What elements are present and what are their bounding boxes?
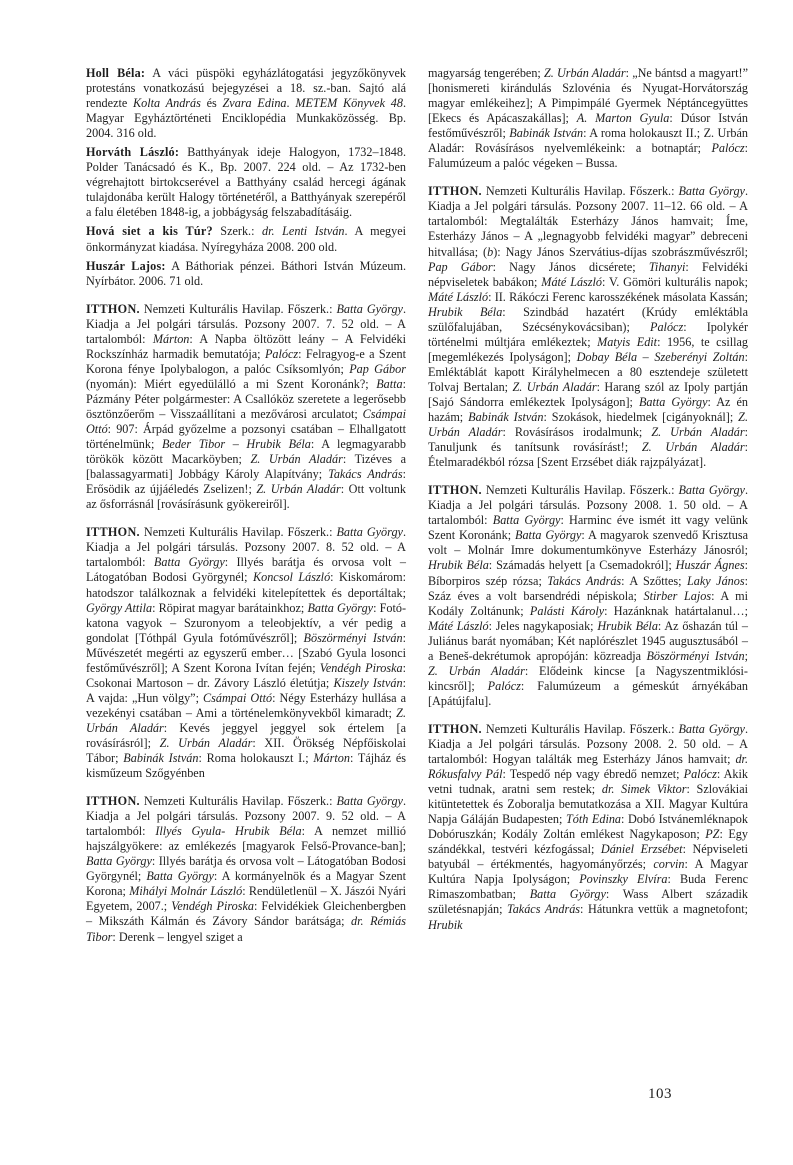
- author-name: Babinák István: [123, 751, 199, 766]
- author-name: Batta György: [515, 528, 582, 543]
- entry-text: Nemzeti Kulturális Havilap. Főszerk.:: [481, 184, 679, 199]
- author-name: Mihályi Molnár László: [129, 884, 243, 899]
- entry-text: ;: [744, 648, 749, 663]
- author-name: Z. Urbán Aladár: [651, 425, 745, 440]
- entry-text: . Kiadja a Jel polgári társulás. Pozsony 2007. 11–12. 66 old. – A tartalomból: Megtalálták Esterházy János hamvait; Íme, Esterházy János – A „legnagyobb felvidéki magyar” debreceni hitvallása; (: [428, 184, 748, 259]
- entry-author: Hová siet a kis Túr?: [86, 224, 213, 239]
- author-name: Koncsol László: [252, 570, 331, 585]
- entry-text: A váci püspöki egyházlátogatási jegyzőkönyvek protestáns vonatkozású bejegyzései a 18. sz.-ban. Sajtó alá rendezte: [86, 66, 406, 111]
- author-name: Batta György: [86, 854, 152, 869]
- entry-text: . Kiadja a Jel polgári társulás. Pozsony 2007. 7. 52 old. – A tartalomból:: [86, 301, 406, 346]
- author-name: Batta György: [153, 555, 225, 570]
- entry-text: : Fotó-katona vagyok – Szuronyom a teleobjektív, a vér pedig a gondolat [Tóthpál Gyula fotóművészről];: [86, 600, 407, 645]
- author-name: Takács András: [547, 573, 622, 588]
- author-name: Batta György: [307, 600, 374, 615]
- bibliography-entry: [428, 184, 748, 470]
- author-name: Babinák István: [509, 126, 584, 141]
- periodical-title: ITTHON.: [86, 525, 140, 540]
- periodical-title: ITTHON.: [86, 301, 140, 316]
- bibliography-entry: [86, 302, 406, 513]
- entry-text: : A vajda: „Hun völgy”;: [86, 675, 406, 705]
- author-name: Hrubik Béla: [428, 558, 489, 573]
- entry-text: : Erősödik az újjáéledés Zselizen!;: [86, 467, 406, 497]
- author-name: Batta György: [638, 394, 708, 409]
- author-name: Máté László: [541, 274, 603, 289]
- author-name: Vendégh Piroska: [319, 660, 403, 675]
- entry-text: . Kiadja a Jel polgári társulás. Pozsony 2007. 8. 52 old. – A tartalomból:: [86, 525, 406, 570]
- entry-text: : Tizéves a [balassagyarmati] Jobbágy Károly Alapítvány;: [86, 452, 406, 482]
- author-name: Palócz: [711, 141, 745, 156]
- entry-text: : Derenk – lengyel sziget a: [112, 929, 243, 944]
- entry-text: : Dúsor István festőművészről;: [428, 111, 748, 141]
- entry-text: magyarság tengerében;: [428, 66, 544, 80]
- author-name: Tóth Edina: [565, 812, 622, 827]
- left-column: [86, 66, 406, 949]
- entry-text: : A mi Kodály Zoltánunk;: [428, 588, 748, 618]
- entry-text: : Pázmány Péter polgármester: A Csallóköz szeretete a legerősebb ösztönzőerőm – Visszaállítani a mezővárosi arculatot;: [86, 376, 406, 421]
- entry-text: : Az én hazám;: [428, 394, 748, 425]
- author-name: Huszár Ágnes: [675, 558, 745, 573]
- author-name: Z. Urbán Aladár: [428, 410, 748, 440]
- author-name: Pap Gábor: [428, 259, 493, 274]
- entry-text: : Illyés barátja és orvosa volt – Látogatóban Bodosi Györgynél;: [86, 555, 406, 585]
- entry-text: : Rendületlenül – X. Jászói Nyári Egyetem, 2007.;: [86, 884, 407, 914]
- entry-text: : Felvidéki népviseletek babákon;: [428, 259, 748, 289]
- author-name: Matyis Edit: [597, 334, 658, 349]
- author-name: Kolta András: [133, 96, 201, 111]
- author-name: PZ: [705, 827, 720, 842]
- entry-text: Nemzeti Kulturális Havilap. Főszerk.:: [139, 301, 337, 316]
- right-column: [428, 66, 748, 937]
- entry-text: . A megyei önkormányzat kiadása. Nyíregyháza 2008. 200 old.: [86, 224, 407, 254]
- author-name: Batta György: [336, 794, 403, 809]
- entry-text: : Felragyog-e a Szent Korona fénye Ipolybalogon, a palóc Csíksomlyón;: [86, 346, 406, 376]
- periodical-title: ITTHON.: [428, 184, 482, 199]
- author-name: Márton: [313, 751, 350, 766]
- author-name: Palásti Károly: [529, 603, 605, 618]
- entry-text: : Szokások, hiedelmek [cigányoknál];: [543, 410, 739, 425]
- entry-text: Batthyányak ideje Halogyon, 1732–1848. Polder Tanácsadó és K., Bp. 2007. 224 old. – Az 1732-ben végrehajtott birtokcserével a Batthyány család hercegi ágának tulajdonába került Halogy történetéről, a Batthyányak szerepéről a falu életében 1848-ig, a jobbágyság felszabadításáig.: [86, 145, 406, 220]
- entry-text: A Báthoriak pénzei. Báthori István Múzeum. Nyírbátor. 2006. 71 old.: [86, 258, 406, 288]
- entry-text: : Művészetét megérti az egyszerű ember… [Szabó Gyula losonci festőművészről]; A Szent Korona Ivítan fején;: [86, 630, 407, 675]
- author-name: Vendégh Piroska: [171, 899, 255, 914]
- entry-text: : Száz éves a volt barsendrédi népiskola;: [428, 573, 748, 603]
- entry-text: : Roma holokauszt I.;: [198, 751, 314, 766]
- author-name: Palócz: [487, 678, 521, 693]
- entry-text: : Falumúzeum a gémeskút árnyékában [Apátújfalu].: [428, 678, 748, 708]
- author-name: corvin: [653, 857, 685, 872]
- author-name: Hrubik Béla: [428, 304, 503, 319]
- author-name: Laky János: [687, 573, 745, 588]
- entry-text: : Emléktáblát kapott Királyhelmecen a 80 esztendeje született Tolvaj Bertalan;: [428, 349, 748, 394]
- entry-text: : Egy szándékkal, testvéri kézfogással;: [428, 827, 748, 857]
- entry-text: : Ott voltunk az ősforrásnál [rovásírásunk gyökereiről].: [86, 482, 406, 512]
- entry-text: : Felvidékiek Gleichenbergben – Mikszáth Kálmán és Závory Sándor barátsága;: [86, 899, 407, 929]
- entry-text: Nemzeti Kulturális Havilap. Főszerk.:: [481, 483, 679, 498]
- author-name: Takács András: [328, 467, 403, 482]
- entry-text: : Tespedő nép vagy ébredő nemzet;: [502, 767, 684, 782]
- entry-author: Horváth László:: [86, 145, 180, 160]
- entry-text: : A roma holokauszt II.; Z. Urbán Aladár: Rovásírásos nyelvemlékeink: a botnaptár;: [428, 126, 748, 156]
- author-name: Böszörményi István: [303, 630, 403, 645]
- entry-text: : II. Rákóczi Ferenc karosszékének másolata Kassán;: [488, 289, 748, 304]
- entry-text: : Kevés jeggyel jeggyel sok értelem [a rovásírásról];: [86, 720, 406, 750]
- author-name: Batta György: [146, 869, 214, 884]
- author-name: Palócz: [650, 319, 684, 334]
- author-name: Máté László: [428, 618, 489, 633]
- author-name: Csámpai Ottó: [203, 690, 273, 705]
- entry-text: : Bíborpiros szép rózsa;: [428, 558, 748, 588]
- author-name: dr. Rémiás Tibor: [86, 914, 406, 944]
- author-name: Dobay Béla – Szeberényi Zoltán: [576, 349, 745, 364]
- author-name: Z. Urbán Aladár: [428, 663, 525, 678]
- page-number: 103: [648, 1086, 672, 1102]
- entry-text: : Az őshazán túl – Juliánus barát nyomában; Két naplórészlet 1945 augusztusából – a Beneš-dekrétumok apropóján: közreadja: [428, 618, 748, 663]
- author-name: Z. Urbán Aladár: [641, 440, 745, 455]
- author-name: Márton: [152, 331, 190, 346]
- entry-text: : A Szőttes;: [621, 573, 688, 588]
- entry-text: : A kormányelnök és a Magyar Szent Korona;: [86, 869, 406, 899]
- entry-text: : Akik vetni tudnak, aratni sem restek;: [428, 767, 748, 797]
- bibliography-entry: [86, 66, 406, 141]
- entry-text: Nemzeti Kulturális Havilap. Főszerk.:: [139, 794, 337, 809]
- entry-text: .: [286, 96, 296, 111]
- entry-text: és: [200, 96, 223, 111]
- entry-text: : Nagy János dicsérete;: [492, 259, 649, 274]
- entry-text: : 907: Árpád győzelme a pozsonyi csatában – Elhallgatott történelmünk;: [86, 422, 406, 452]
- entry-text: Szerk.:: [212, 224, 263, 239]
- author-name: b: [487, 244, 494, 259]
- bibliography-entry: [86, 794, 406, 944]
- entry-text: : Ételmaradékból rózsa [Szent Erzsébet diák rajzpályázat].: [428, 440, 748, 470]
- author-name: Batta György: [336, 525, 403, 540]
- entry-text: : A Napba öltözött leány – A Felvidéki Rockszínház harmadik bemutatója;: [86, 331, 406, 361]
- author-name: dr. Rókusfalvy Pál: [428, 752, 748, 782]
- bibliography-entry: [86, 525, 406, 781]
- entry-text: : 1956, te csillag [megemlékezés Ipolyságon];: [428, 334, 748, 364]
- author-name: METEM Könyvek 48: [295, 96, 403, 111]
- author-name: Böszörményi István: [646, 648, 745, 663]
- periodical-title: ITTHON.: [86, 794, 140, 809]
- entry-text: : Népviseleti batyubál – értékmentés, hagyományőrzés;: [428, 842, 748, 872]
- author-name: Palócz: [264, 346, 299, 361]
- entry-text: : Rovásírásos irodalmunk;: [502, 425, 652, 440]
- bibliography-entry: [428, 66, 748, 171]
- author-name: György Attila: [86, 600, 153, 615]
- author-name: Hrubik: [428, 917, 463, 932]
- entry-text: : Wass Albert századik születésnapján;: [428, 887, 748, 917]
- periodical-title: ITTHON.: [428, 721, 482, 736]
- bibliography-entry: [428, 722, 748, 933]
- author-name: dr. Simek Viktor: [601, 782, 687, 797]
- entry-text: Nemzeti Kulturális Havilap. Főszerk.:: [139, 525, 337, 540]
- periodical-title: ITTHON.: [428, 483, 482, 498]
- author-name: Hrubik Béla: [597, 618, 658, 633]
- entry-text: : Ipolykér történelmi múltjára emlékeztek;: [428, 319, 748, 349]
- author-name: Illyés Gyula- Hrubik Béla: [155, 824, 302, 839]
- author-name: Zvara Edina: [222, 96, 287, 111]
- bibliography-entry: [428, 483, 748, 709]
- bibliography-entry: [86, 145, 406, 220]
- entry-text: : Csokonai Martoson – dr. Závory László életútja;: [86, 660, 407, 690]
- entry-text: Nemzeti Kulturális Havilap. Főszerk.:: [481, 721, 679, 736]
- bibliography-entry: [86, 224, 406, 254]
- author-name: Batta György: [678, 721, 745, 736]
- author-name: Máté László: [428, 289, 489, 304]
- author-name: Z. Urbán Aladár: [250, 452, 343, 467]
- author-name: Z. Urbán Aladár: [544, 66, 626, 80]
- entry-text: : Röpirat magyar barátainkhoz;: [152, 600, 308, 615]
- entry-text: : „Ne bántsd a magyart!” [honismereti kirándulás Szlovénia és Nyugat-Horvátország magyar emlékeihez]; A Pimpimpálé Gyermek Néptáncegyüttes [Ekecs és Apácaszakállas];: [428, 66, 748, 126]
- entry-text: : Illyés barátja és orvosa volt – Látogatóban Bodosi Györgynél;: [86, 854, 406, 884]
- entry-text: : Szlovákiai kitüntetettek és Zoboralja bemutatkozása a XII. Magyar Kultúra Napja Gáláján Budapesten;: [428, 782, 748, 827]
- author-name: dr. Lenti István: [262, 224, 345, 239]
- entry-text: : Négy Esterházy hullása a vezekényi csatában – Ami a történelemkönyvekből kimaradt;: [86, 690, 406, 720]
- entry-text: . Kiadja a Jel polgári társulás. Pozsony 2008. 1. 50 old. – A tartalomból:: [428, 483, 748, 528]
- author-name: Tihanyi: [648, 259, 686, 274]
- author-name: Kiszely István: [333, 675, 403, 690]
- author-name: Z. Urbán Aladár: [256, 482, 341, 497]
- author-name: Beder Tibor – Hrubik Béla: [161, 437, 311, 452]
- author-name: Takács András: [507, 902, 581, 917]
- author-name: Z. Urbán Aladár: [512, 379, 597, 394]
- entry-text: . Kiadja a Jel polgári társulás. Pozsony 2007. 9. 52 old. – A tartalomból:: [86, 794, 406, 839]
- entry-text: : A Magyar Kultúra Napja Ipolyságon;: [428, 857, 748, 887]
- author-name: Z. Urbán Aladár: [159, 735, 253, 750]
- entry-text: : A nemzet millió hajszálgyökere: az emlékezés [magyarok Felső-Provance-ban];: [86, 824, 406, 854]
- entry-text: : Hátunkra vettük a magnetofont;: [580, 902, 748, 917]
- entry-text: : Hazánknak határtalanul…;: [604, 603, 748, 618]
- author-name: Csámpai Ottó: [86, 406, 406, 437]
- entry-text: : Szindbád hazatért (Krúdy emléktábla szülőfalujában, Szécsénykovácsiban);: [428, 304, 748, 334]
- author-name: Batta György: [529, 887, 606, 902]
- entry-text: : Falumúzeum a palóc végeken – Bussa.: [428, 141, 748, 171]
- entry-text: : Tanuljunk és tanítsunk rovásírást!;: [428, 425, 748, 455]
- author-name: Stirber Lajos: [643, 588, 712, 603]
- entry-text: : Jeles nagykaposiak;: [488, 618, 598, 633]
- author-name: Palócz: [683, 767, 717, 782]
- entry-text: : Dobó Istvánemléknapok Dobóruszkán; Kodály Zoltán emlékest Nagykaposon;: [428, 812, 748, 842]
- author-name: Batta György: [492, 513, 561, 528]
- author-name: Batta: [376, 376, 403, 391]
- author-name: A. Marton Gyula: [576, 111, 670, 126]
- author-name: Z. Urbán Aladár: [86, 705, 406, 735]
- entry-text: : Számadás helyett [a Csemadokról];: [488, 558, 676, 573]
- entry-author: Holl Béla:: [86, 66, 146, 80]
- author-name: Batta György: [678, 184, 745, 199]
- entry-text: : Buda Ferenc Rimaszombatban;: [428, 872, 748, 902]
- author-name: Dániel Erzsébet: [600, 842, 683, 857]
- entry-text: : V. Gömöri kulturális napok;: [602, 274, 748, 289]
- bibliography-entry: [86, 259, 406, 289]
- entry-text: . Magyar Egyháztörténeti Enciklopédia Munkaközösség. Bp. 2004. 316 old.: [86, 96, 406, 141]
- author-name: Babinák István: [468, 410, 544, 425]
- entry-text: : Kiskomárom: hatodszor találkoznak a felvidéki kitelepítettek és deportáltak;: [86, 570, 406, 600]
- entry-text: : A magyarok szenvedő Krisztusa volt – Molnár Imre dokumentumkönyve Esterházy Jánosról;: [428, 528, 748, 558]
- entry-text: : Elődeink kincse [a Nagyszentmiklósi-kincsről];: [428, 663, 748, 693]
- entry-text: (nyomán): Miért egyedülálló a mi Szent Koronánk?;: [86, 376, 377, 391]
- author-name: Batta György: [336, 301, 403, 316]
- author-name: Povinszky Elvíra: [579, 872, 668, 887]
- entry-text: : Harminc éve ismét itt vagy velünk Szent Koronánk;: [428, 513, 748, 543]
- author-name: Batta György: [678, 483, 745, 498]
- entry-text: : Tájház és kisműzeum Szőgyénben: [86, 751, 406, 781]
- entry-text: : Harang szól az Ipoly partján [Sajó Sándorra emlékeztek Ipolyságon];: [428, 379, 748, 409]
- entry-text: ): Nagy János Szervátius-díjas szobrászművészről;: [493, 244, 748, 259]
- entry-text: : A legmagyarabb törökök között Macarköyben;: [86, 437, 406, 467]
- entry-author: Huszár Lajos:: [86, 258, 166, 273]
- author-name: Pap Gábor: [349, 361, 406, 376]
- entry-text: : XII. Örökség Népfőiskolai Tábor;: [86, 735, 406, 766]
- entry-text: . Kiadja a Jel polgári társulás. Pozsony 2008. 2. 50 old. – A tartalomból: Hogyan találták meg Esterházy János hamvait;: [428, 721, 748, 767]
